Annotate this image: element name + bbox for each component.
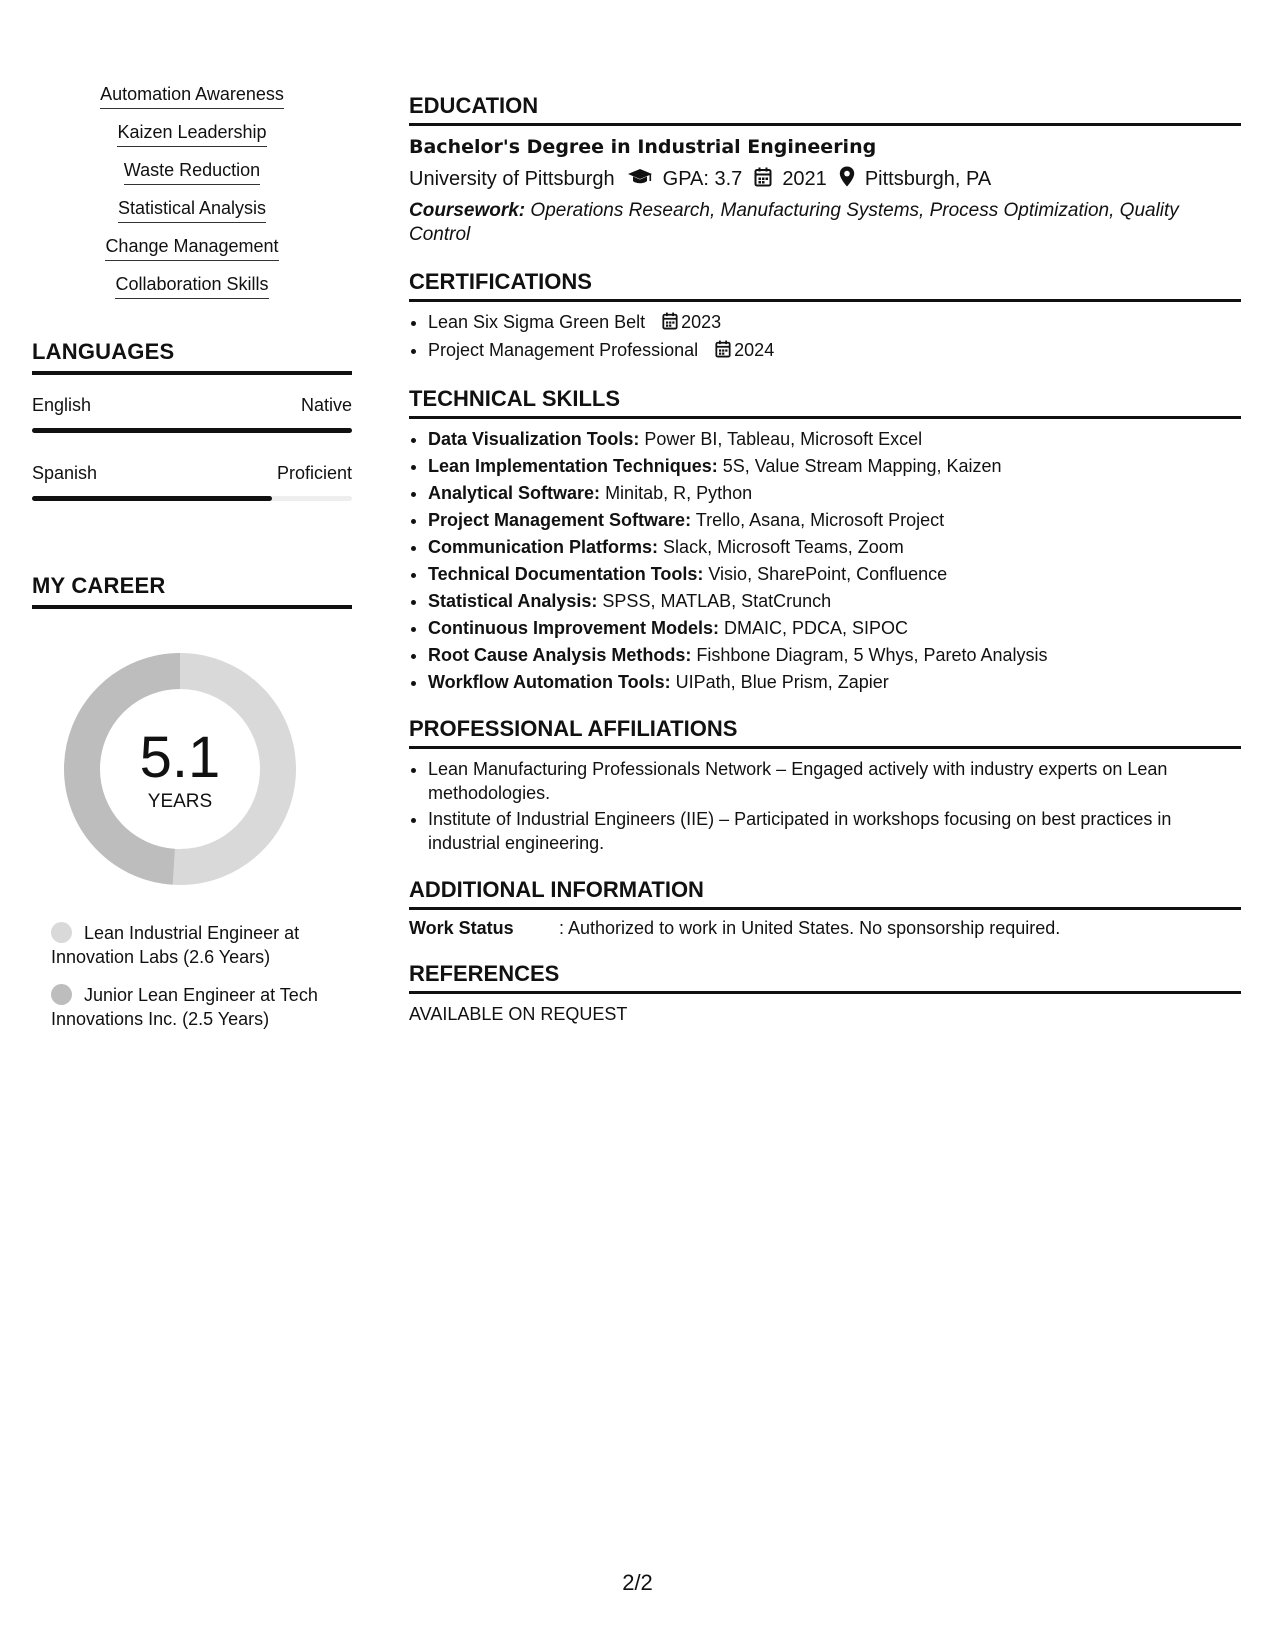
skill-item: Waste Reduction <box>32 160 352 185</box>
technical-skill-item: • Analytical Software: Minitab, R, Python <box>428 481 1241 505</box>
career-heading: MY CAREER <box>32 573 352 609</box>
affiliations-section <box>409 716 1241 855</box>
language-level: Native <box>300 395 352 415</box>
technical-skill-item: • Project Management Software: Trello, Asana, Microsoft Project <box>428 508 1241 532</box>
additional-info-section <box>409 877 1241 939</box>
technical-skill-item: • Lean Implementation Techniques: 5S, Value Stream Mapping, Kaizen <box>428 454 1241 478</box>
language-bar-fill <box>32 496 272 501</box>
technical-skill-item: • Workflow Automation Tools: UIPath, Blue Prism, Zapier <box>428 670 1241 694</box>
certifications-section <box>409 269 1241 364</box>
languages-section <box>32 339 352 501</box>
graduation-cap-icon <box>627 168 653 192</box>
references-text: AVAILABLE ON REQUEST <box>409 1004 628 1024</box>
languages-heading: LANGUAGES <box>32 339 352 375</box>
skill-item: Automation Awareness <box>32 84 352 109</box>
education-heading: EDUCATION <box>409 93 1241 126</box>
affiliation-item: • Institute of Industrial Engineers (IIE) – Participated in workshops focusing on best practices in industrial engineering. <box>428 807 1241 855</box>
calendar-icon <box>715 340 731 364</box>
coursework <box>409 199 1241 247</box>
language-name: Spanish <box>32 463 98 483</box>
references-heading: REFERENCES <box>409 961 1241 994</box>
career-legend-item: Lean Industrial Engineer at Innovation Labs (2.6 Years) <box>51 923 300 967</box>
technical-skills-heading: TECHNICAL SKILLS <box>409 386 1241 419</box>
certifications-list <box>409 310 1241 364</box>
career-donut <box>64 653 296 885</box>
language-level: Proficient <box>276 463 352 483</box>
gpa: GPA: 3.7 <box>662 168 743 190</box>
career-section <box>32 573 352 1031</box>
work-status-value: : Authorized to work in United States. No sponsorship required. <box>559 918 1061 938</box>
location-pin-icon <box>839 166 855 193</box>
coursework-list: Operations Research, Manufacturing Systems, Process Optimization, Quality Control <box>409 200 1179 245</box>
career-legend-item: Junior Lean Engineer at Tech Innovations Inc. (2.5 Years) <box>51 985 318 1029</box>
legend-dot-icon <box>51 922 72 943</box>
language-bar <box>32 496 352 501</box>
technical-skill-item: • Statistical Analysis: SPSS, MATLAB, StatCrunch <box>428 589 1241 613</box>
technical-skill-item: • Technical Documentation Tools: Visio, SharePoint, Confluence <box>428 562 1241 586</box>
skills-list <box>32 84 352 299</box>
education-section <box>409 93 1241 247</box>
calendar-icon <box>754 167 772 193</box>
graduation-year: 2021 <box>782 168 827 190</box>
technical-skill-item: • Communication Platforms: Slack, Microsoft Teams, Zoom <box>428 535 1241 559</box>
language-row <box>32 395 352 416</box>
language-name: English <box>32 395 92 415</box>
skill-item: Change Management <box>32 236 352 261</box>
work-status-label: Work Status <box>409 918 514 938</box>
career-legend <box>51 921 351 1031</box>
skill-item: Statistical Analysis <box>32 198 352 223</box>
school-location: Pittsburgh, PA <box>864 168 992 190</box>
education-meta <box>409 166 1241 193</box>
school-name: University of Pittsburgh <box>409 168 615 190</box>
skill-item: Kaizen Leadership <box>32 122 352 147</box>
technical-skill-item: • Root Cause Analysis Methods: Fishbone Diagram, 5 Whys, Pareto Analysis <box>428 643 1241 667</box>
career-donut-center <box>64 653 296 885</box>
left-column <box>32 84 352 1045</box>
language-bar <box>32 428 352 433</box>
technical-skills-section <box>409 386 1241 694</box>
skill-item: Collaboration Skills <box>32 274 352 299</box>
coursework-label: Coursework: <box>409 200 526 221</box>
work-status-row <box>409 918 1241 939</box>
certification-item: • Project Management Professional 2024 <box>428 338 1241 364</box>
affiliations-list <box>409 757 1241 855</box>
page-number: 2/2 <box>622 1570 653 1595</box>
career-total-years: 5.1 <box>139 725 221 790</box>
references-section <box>409 961 1241 1025</box>
right-column <box>409 93 1241 1047</box>
affiliation-item: • Lean Manufacturing Professionals Network – Engaged actively with industry experts on Lean methodologies. <box>428 757 1241 805</box>
career-unit: YEARS <box>147 791 213 812</box>
degree-title: Bachelor's Degree in Industrial Engineering <box>409 136 877 158</box>
technical-skills-list <box>409 427 1241 694</box>
technical-skill-item: • Data Visualization Tools: Power BI, Tableau, Microsoft Excel <box>428 427 1241 451</box>
calendar-icon <box>662 312 678 336</box>
legend-dot-icon <box>51 984 72 1005</box>
certification-item: • Lean Six Sigma Green Belt 2023 <box>428 310 1241 336</box>
language-row <box>32 463 352 484</box>
certifications-heading: CERTIFICATIONS <box>409 269 1241 302</box>
language-bar-fill <box>32 428 352 433</box>
additional-info-heading: ADDITIONAL INFORMATION <box>409 877 1241 910</box>
technical-skill-item: • Continuous Improvement Models: DMAIC, PDCA, SIPOC <box>428 616 1241 640</box>
affiliations-heading: PROFESSIONAL AFFILIATIONS <box>409 716 1241 749</box>
